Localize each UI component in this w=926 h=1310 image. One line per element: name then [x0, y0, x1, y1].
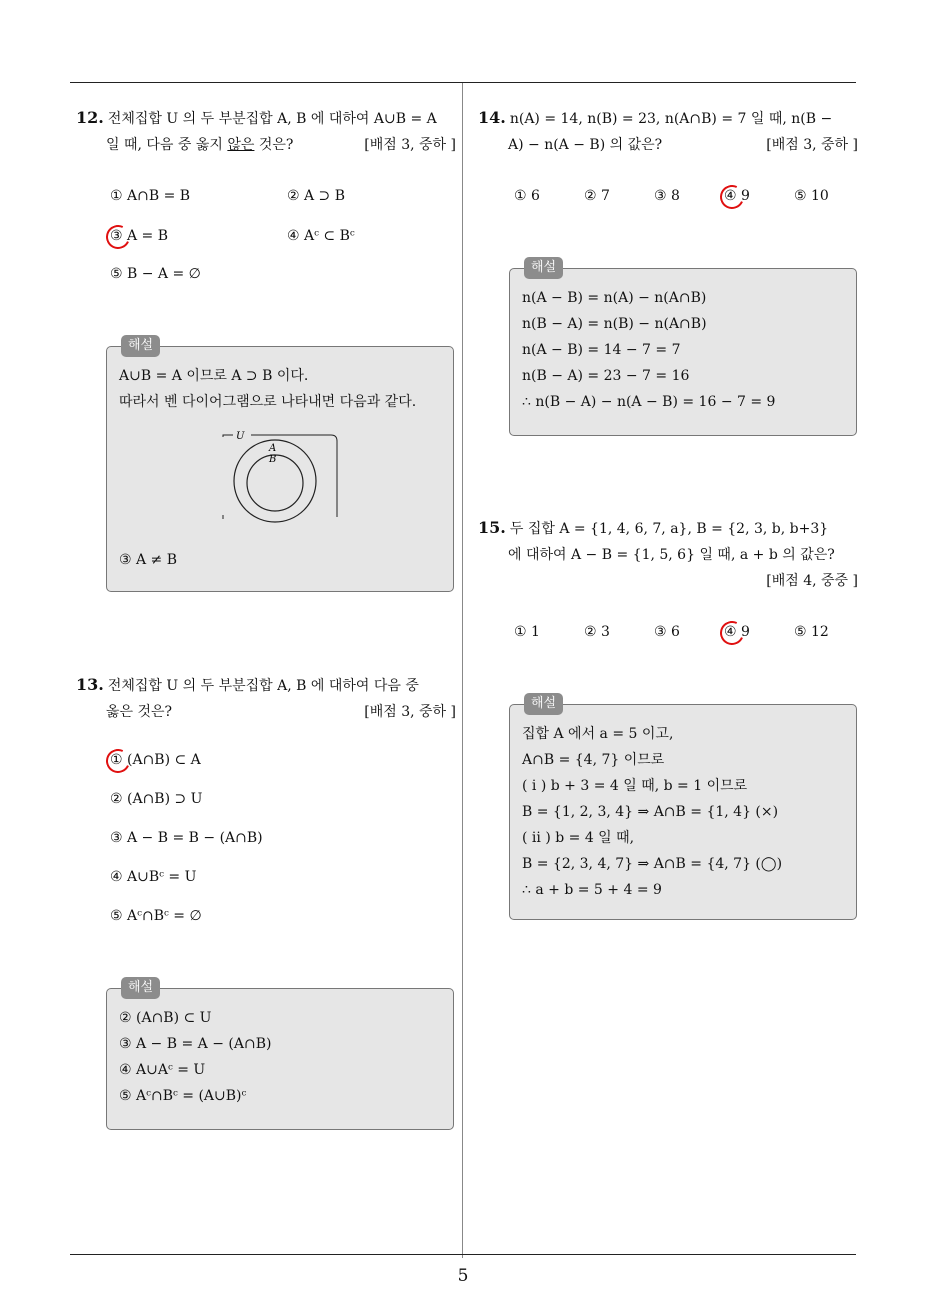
solution-tag: 해설 [524, 693, 563, 715]
solution-box-15 [509, 696, 857, 920]
answer-mark-circle [717, 182, 748, 213]
solution-line: 집합 A 에서 a = 5 이고, [522, 726, 674, 742]
question-text-line2: 에 대하여 A − B = {1, 5, 6} 일 때, a + b 의 값은? [508, 547, 835, 563]
answer-mark-circle [103, 746, 134, 777]
question-number: 13. [76, 675, 104, 694]
solution-line: n(A − B) = 14 − 7 = 7 [522, 342, 681, 358]
option-3[interactable]: ③ A − B = B − (A∩B) [110, 830, 263, 846]
option-5[interactable]: ⑤ B − A = ∅ [110, 266, 201, 282]
venn-label-u: U [236, 431, 245, 442]
option-2[interactable]: ② A ⊃ B [287, 188, 346, 204]
question-text-line2: 일 때, 다음 중 옳지 않은 것은? [106, 137, 294, 153]
question-number: 14. [478, 108, 506, 127]
option-3[interactable]: ③ A = B [110, 228, 169, 244]
option-5[interactable]: ⑤ 12 [794, 624, 829, 640]
solution-box-13 [106, 980, 454, 1130]
solution-tag: 해설 [121, 335, 160, 357]
column-divider [462, 83, 463, 1258]
question-number: 12. [76, 108, 104, 127]
option-2[interactable]: ② (A∩B) ⊃ U [110, 791, 203, 807]
option-1[interactable]: ① 1 [514, 624, 540, 640]
solution-line: ② (A∩B) ⊂ U [119, 1010, 212, 1026]
solution-line: ③ A ≠ B [119, 552, 178, 568]
top-rule [70, 82, 856, 83]
solution-line: A∪B = A 이므로 A ⊃ B 이다. [119, 368, 309, 384]
solution-tag: 해설 [524, 257, 563, 279]
solution-box-14 [509, 260, 857, 436]
solution-line: n(A − B) = n(A) − n(A∩B) [522, 290, 707, 306]
points-label: [배점 4, 중중 ] [766, 573, 858, 589]
bottom-rule [70, 1254, 856, 1255]
venn-label-a: A [269, 443, 277, 454]
option-3[interactable]: ③ 8 [654, 188, 680, 204]
question-text-line2: 옳은 것은? [106, 704, 173, 720]
option-1[interactable]: ① A∩B = B [110, 188, 191, 204]
points-label: [배점 3, 중하 ] [766, 137, 858, 153]
option-4[interactable]: ④ 9 [724, 188, 750, 204]
points-label: [배점 3, 중하 ] [364, 137, 456, 153]
solution-line: ∴ a + b = 5 + 4 = 9 [522, 882, 662, 898]
emphasis-underline: 않은 [227, 137, 255, 153]
question-number: 15. [478, 518, 506, 537]
solution-line: A∩B = {4, 7} 이므로 [522, 752, 665, 768]
answer-mark-circle [103, 222, 134, 253]
question-14 [478, 105, 858, 158]
option-1[interactable]: ① 6 [514, 188, 540, 204]
option-3[interactable]: ③ 6 [654, 624, 680, 640]
solution-line: ③ A − B = A − (A∩B) [119, 1036, 272, 1052]
answer-mark-circle [717, 618, 748, 649]
question-text: n(A) = 14, n(B) = 23, n(A∩B) = 7 일 때, n(B − [509, 111, 833, 127]
option-5[interactable]: ⑤ 10 [794, 188, 829, 204]
solution-box-12 [106, 338, 454, 592]
question-text-line2: A) − n(A − B) 의 값은? [508, 137, 663, 153]
option-1[interactable]: ① (A∩B) ⊂ A [110, 752, 201, 768]
option-2[interactable]: ② 7 [584, 188, 610, 204]
page-number: 5 [457, 1266, 469, 1286]
option-4[interactable]: ④ 9 [724, 624, 750, 640]
question-text: 전체집합 U 의 두 부분집합 A, B 에 대하여 다음 중 [107, 678, 419, 694]
question-15 [478, 515, 858, 594]
solution-line: B = {1, 2, 3, 4} ⇒ A∩B = {1, 4} (×) [522, 804, 779, 820]
solution-tag: 해설 [121, 977, 160, 999]
question-text: 두 집합 A = {1, 4, 6, 7, a}, B = {2, 3, b, b+3} [509, 521, 829, 537]
points-label: [배점 3, 중하 ] [364, 704, 456, 720]
solution-line: 따라서 벤 다이어그램으로 나타내면 다음과 같다. [119, 394, 417, 410]
option-4[interactable]: ④ Aᶜ ⊂ Bᶜ [287, 228, 355, 244]
solution-line: B = {2, 3, 4, 7} ⇒ A∩B = {4, 7} (◯) [522, 856, 783, 872]
question-12 [76, 105, 456, 158]
venn-diagram [219, 431, 343, 525]
solution-line: ④ A∪Aᶜ = U [119, 1062, 206, 1078]
solution-line: n(B − A) = 23 − 7 = 16 [522, 368, 690, 384]
option-4[interactable]: ④ A∪Bᶜ = U [110, 869, 197, 885]
solution-line: ∴ n(B − A) − n(A − B) = 16 − 7 = 9 [522, 394, 776, 410]
venn-label-b: B [269, 454, 277, 465]
solution-line: ⑤ Aᶜ∩Bᶜ = (A∪B)ᶜ [119, 1088, 247, 1104]
option-2[interactable]: ② 3 [584, 624, 610, 640]
question-13 [76, 672, 456, 725]
option-5[interactable]: ⑤ Aᶜ∩Bᶜ = ∅ [110, 908, 202, 924]
solution-line: ( i ) b + 3 = 4 일 때, b = 1 이므로 [522, 778, 748, 794]
question-text: 전체집합 U 의 두 부분집합 A, B 에 대하여 A∪B = A [107, 111, 437, 127]
solution-line: n(B − A) = n(B) − n(A∩B) [522, 316, 707, 332]
solution-line: ( ii ) b = 4 일 때, [522, 830, 635, 846]
